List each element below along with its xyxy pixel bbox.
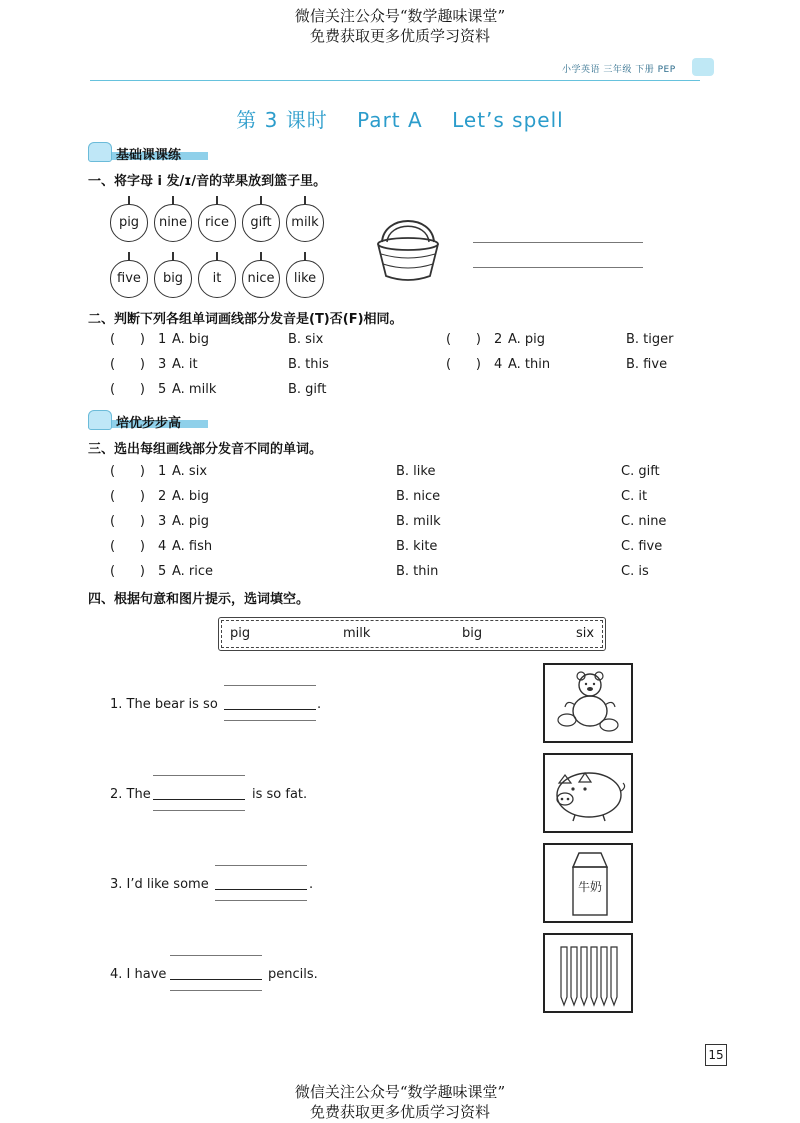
watermark-line-2: 免费获取更多优质学习资料 bbox=[309, 1103, 490, 1121]
apple-stem-icon bbox=[260, 196, 262, 204]
apple-stem-icon bbox=[172, 196, 174, 204]
header-divider bbox=[90, 80, 700, 81]
question-2-instruction: 二、判断下列各组单词画线部分发音是(T)否(F)相同。 bbox=[88, 312, 403, 327]
item-number: 1 bbox=[158, 332, 167, 347]
option-a: A. rice bbox=[172, 564, 214, 579]
option-a: A. six bbox=[172, 464, 208, 479]
apple-word: five bbox=[110, 260, 148, 298]
sentence-1-text: 1. The bear is so bbox=[110, 697, 218, 712]
apple-stem-icon bbox=[128, 252, 130, 260]
fill-blank-1[interactable] bbox=[224, 709, 316, 710]
sentence-3-text: 3. I’d like some bbox=[110, 877, 209, 892]
bear-face-icon bbox=[88, 410, 112, 430]
apple-word: it bbox=[198, 260, 236, 298]
apple-word: gift bbox=[242, 204, 280, 242]
section-badge-label: 培优步步高 bbox=[116, 416, 182, 431]
bear-logo-icon bbox=[692, 58, 714, 76]
answer-paren[interactable]: ( ) bbox=[110, 489, 145, 504]
milk-label: 牛奶 bbox=[577, 880, 603, 894]
basket-icon bbox=[372, 212, 444, 284]
option-a: A. big bbox=[172, 489, 210, 504]
milk-carton-icon bbox=[543, 843, 633, 923]
header-tag: 小学英语 三年级 下册 PEP bbox=[562, 65, 676, 75]
option-a: A. pig bbox=[508, 332, 546, 347]
sentence-4-end: pencils. bbox=[268, 967, 318, 982]
item-number: 3 bbox=[158, 514, 167, 529]
option-c: C. it bbox=[621, 489, 648, 504]
apple-word: pig bbox=[110, 204, 148, 242]
item-number: 5 bbox=[158, 382, 167, 397]
item-number: 1 bbox=[158, 464, 167, 479]
option-b: B. milk bbox=[396, 514, 441, 529]
item-number: 4 bbox=[494, 357, 503, 372]
fill-blank-4[interactable] bbox=[170, 979, 262, 980]
sentence-4-text: 4. I have bbox=[110, 967, 167, 982]
fill-blank-2[interactable] bbox=[153, 799, 245, 800]
apple-word: big bbox=[154, 260, 192, 298]
apple-stem-icon bbox=[304, 252, 306, 260]
sentence-3-end: . bbox=[309, 877, 314, 892]
apple-stem-icon bbox=[260, 252, 262, 260]
option-b: B. tiger bbox=[626, 332, 674, 347]
guide-line bbox=[153, 810, 245, 811]
apple-word: nine bbox=[154, 204, 192, 242]
option-b: B. nice bbox=[396, 489, 441, 504]
section-badge-label: 基础课课练 bbox=[116, 148, 182, 163]
bear-face-icon bbox=[88, 142, 112, 162]
apple-stem-icon bbox=[216, 196, 218, 204]
apple-stem-icon bbox=[304, 196, 306, 204]
option-b: B. gift bbox=[288, 382, 327, 397]
option-a: A. thin bbox=[508, 357, 551, 372]
answer-paren[interactable]: ( ) bbox=[110, 564, 145, 579]
option-b: B. five bbox=[626, 357, 668, 372]
option-b: B. this bbox=[288, 357, 329, 372]
item-number: 3 bbox=[158, 357, 167, 372]
answer-line[interactable] bbox=[473, 267, 643, 268]
item-number: 2 bbox=[158, 489, 167, 504]
sentence-2-text: 2. The bbox=[110, 787, 151, 802]
word-bank bbox=[221, 620, 603, 648]
watermark-line-1: 微信关注公众号“数学趣味课堂” bbox=[294, 1083, 506, 1101]
answer-line[interactable] bbox=[473, 242, 643, 243]
apple-word: nice bbox=[242, 260, 280, 298]
watermark-line-2: 免费获取更多优质学习资料 bbox=[309, 27, 490, 45]
word-bank-item: milk bbox=[343, 626, 371, 641]
option-a: A. pig bbox=[172, 514, 210, 529]
watermark-line-1: 微信关注公众号“数学趣味课堂” bbox=[294, 7, 506, 25]
pencils-icon bbox=[543, 933, 633, 1013]
apple-word: like bbox=[286, 260, 324, 298]
answer-paren[interactable]: ( ) bbox=[110, 539, 145, 554]
option-b: B. like bbox=[396, 464, 436, 479]
bear-icon bbox=[543, 663, 633, 743]
answer-paren[interactable]: ( ) bbox=[110, 514, 145, 529]
option-b: B. kite bbox=[396, 539, 438, 554]
question-1-instruction: 一、将字母 i 发/ɪ/音的苹果放到篮子里。 bbox=[88, 174, 327, 189]
apple-stem-icon bbox=[128, 196, 130, 204]
option-c: C. is bbox=[621, 564, 649, 579]
guide-line bbox=[215, 900, 307, 901]
answer-paren[interactable]: ( ) bbox=[446, 332, 481, 347]
apple-word: rice bbox=[198, 204, 236, 242]
option-c: C. nine bbox=[621, 514, 667, 529]
item-number: 2 bbox=[494, 332, 503, 347]
answer-paren[interactable]: ( ) bbox=[446, 357, 481, 372]
answer-paren[interactable]: ( ) bbox=[110, 464, 145, 479]
option-c: C. five bbox=[621, 539, 663, 554]
guide-line bbox=[224, 720, 316, 721]
option-b: B. six bbox=[288, 332, 324, 347]
apple-group bbox=[110, 196, 350, 306]
sentence-1-end: . bbox=[317, 697, 322, 712]
page-number: 15 bbox=[705, 1044, 727, 1066]
guide-line bbox=[170, 990, 262, 991]
pig-icon bbox=[543, 753, 633, 833]
guide-line bbox=[224, 685, 316, 686]
answer-paren[interactable]: ( ) bbox=[110, 332, 145, 347]
question-3-instruction: 三、选出每组画线部分发音不同的单词。 bbox=[88, 442, 323, 457]
option-a: A. fish bbox=[172, 539, 213, 554]
answer-paren[interactable]: ( ) bbox=[110, 357, 145, 372]
guide-line bbox=[153, 775, 245, 776]
option-c: C. gift bbox=[621, 464, 660, 479]
apple-word: milk bbox=[286, 204, 324, 242]
guide-line bbox=[215, 865, 307, 866]
word-bank-item: big bbox=[462, 626, 483, 641]
apple-stem-icon bbox=[216, 252, 218, 260]
answer-paren[interactable]: ( ) bbox=[110, 382, 145, 397]
fill-blank-3[interactable] bbox=[215, 889, 307, 890]
guide-line bbox=[170, 955, 262, 956]
option-a: A. milk bbox=[172, 382, 217, 397]
sentence-2-end: is so fat. bbox=[252, 787, 308, 802]
option-a: A. it bbox=[172, 357, 198, 372]
item-number: 4 bbox=[158, 539, 167, 554]
option-b: B. thin bbox=[396, 564, 439, 579]
word-bank-item: pig bbox=[230, 626, 251, 641]
option-a: A. big bbox=[172, 332, 210, 347]
word-bank-item: six bbox=[576, 626, 595, 641]
question-4-instruction: 四、根据句意和图片提示，选词填空。 bbox=[88, 592, 310, 607]
apple-stem-icon bbox=[172, 252, 174, 260]
page-title: 第 3 课时 Part A Let’s spell bbox=[236, 108, 564, 132]
item-number: 5 bbox=[158, 564, 167, 579]
